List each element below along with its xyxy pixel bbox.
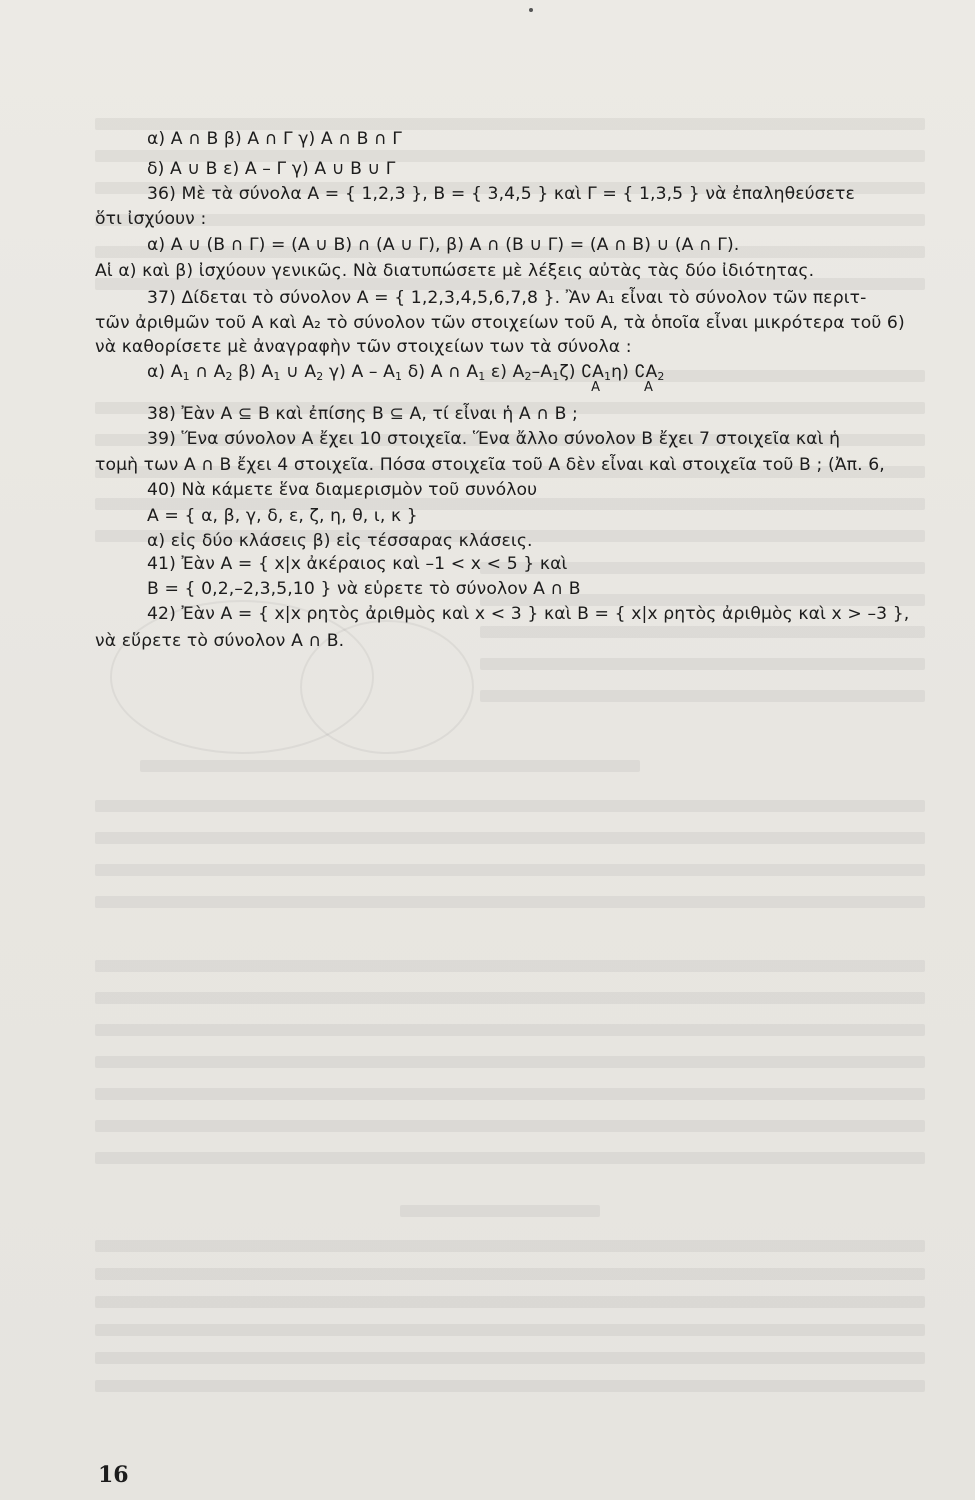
page-number: 16 xyxy=(98,1462,129,1488)
line-q37-cont-2: νὰ καθορίσετε μὲ ἀναγραφὴν τῶν στοιχείων των τὰ σύνολα : xyxy=(95,337,632,357)
line-q39: 39) Ἕνα σύνολον A ἔχει 10 στοιχεῖα. Ἕνα ἄλλο σύνολον B ἔχει 7 στοιχεῖα καὶ ἡ xyxy=(147,429,841,449)
line-q42-cont: νὰ εὕρετε τὸ σύνολον A ∩ B. xyxy=(95,631,345,651)
line-q37-cont-1: τῶν ἀριθμῶν τοῦ A καὶ A₂ τὸ σύνολον τῶν στοιχείων τοῦ A, τὰ ὁποῖα εἶναι μικρότερα τοῦ 6) xyxy=(95,313,905,333)
line-q40-parts: α) εἰς δύο κλάσεις β) εἰς τέσσαρας κλάσεις. xyxy=(147,531,533,551)
line-q41: 41) Ἐὰν A = { x|x ἀκέραιος καὶ –1 < x < 5 } καὶ xyxy=(147,554,568,574)
speck xyxy=(529,8,533,12)
line-q36: 36) Μὲ τὰ σύνολα A = { 1,2,3 }, B = { 3,4,5 } καὶ Γ = { 1,3,5 } νὰ ἐπαληθεύσετε xyxy=(147,184,855,204)
line-q42: 42) Ἐὰν A = { x|x ρητὸς ἀριθμὸς καὶ x < 3 } καὶ B = { x|x ρητὸς ἀριθμὸς καὶ x > –3 }, xyxy=(147,604,910,624)
line-q41-cont: B = { 0,2,–2,3,5,10 } νὰ εὑρετε τὸ σύνολον A ∩ B xyxy=(147,579,581,599)
line-q37-parts: α) $A_1$ ∩ $A_2$ β) $A_1$ ∪ $A_2$ γ) A – $A_1$ δ) A ∩ $A_1$ ε) $A_2-A_1\zeta$) $∁A_1$ A η) $∁A_2$ A xyxy=(147,362,665,395)
line-q36-identities: α) A ∪ (B ∩ Γ) = (A ∪ B) ∩ (A ∪ Γ), β) A ∩ (B ∪ Γ) = (A ∩ B) ∪ (A ∩ Γ). xyxy=(147,235,740,255)
line-q40-set: A = { α, β, γ, δ, ε, ζ, η, θ, ι, κ } xyxy=(147,506,418,526)
line-q36-cont: ὅτι ἰσχύουν : xyxy=(95,209,207,229)
line-exercise-parts-1: α) A ∩ B β) A ∩ Γ γ) A ∩ B ∩ Γ xyxy=(147,129,402,149)
line-q39-cont: τομὴ των A ∩ B ἔχει 4 στοιχεῖα. Πόσα στοιχεῖα τοῦ A δὲν εἶναι καὶ στοιχεῖα τοῦ B ; (Ἀπ. 6, xyxy=(95,455,885,475)
line-q40: 40) Νὰ κάμετε ἕνα διαμερισμὸν τοῦ συνόλου xyxy=(147,480,538,500)
line-q38: 38) Ἐὰν A ⊆ B καὶ ἐπίσης B ⊆ A, τί εἶναι ἡ A ∩ B ; xyxy=(147,404,578,424)
line-q37: 37) Δίδεται τὸ σύνολον A = { 1,2,3,4,5,6,7,8 }. Ἂν A₁ εἶναι τὸ σύνολον τῶν περιτ- xyxy=(147,288,867,308)
line-q36-note: Αἱ α) καὶ β) ἰσχύουν γενικῶς. Νὰ διατυπώσετε μὲ λέξεις αὐτὰς τὰς δύο ἰδιότητας. xyxy=(95,261,815,281)
line-exercise-parts-2: δ) A ∪ B ε) A – Γ γ) A ∪ B ∪ Γ xyxy=(147,159,396,179)
